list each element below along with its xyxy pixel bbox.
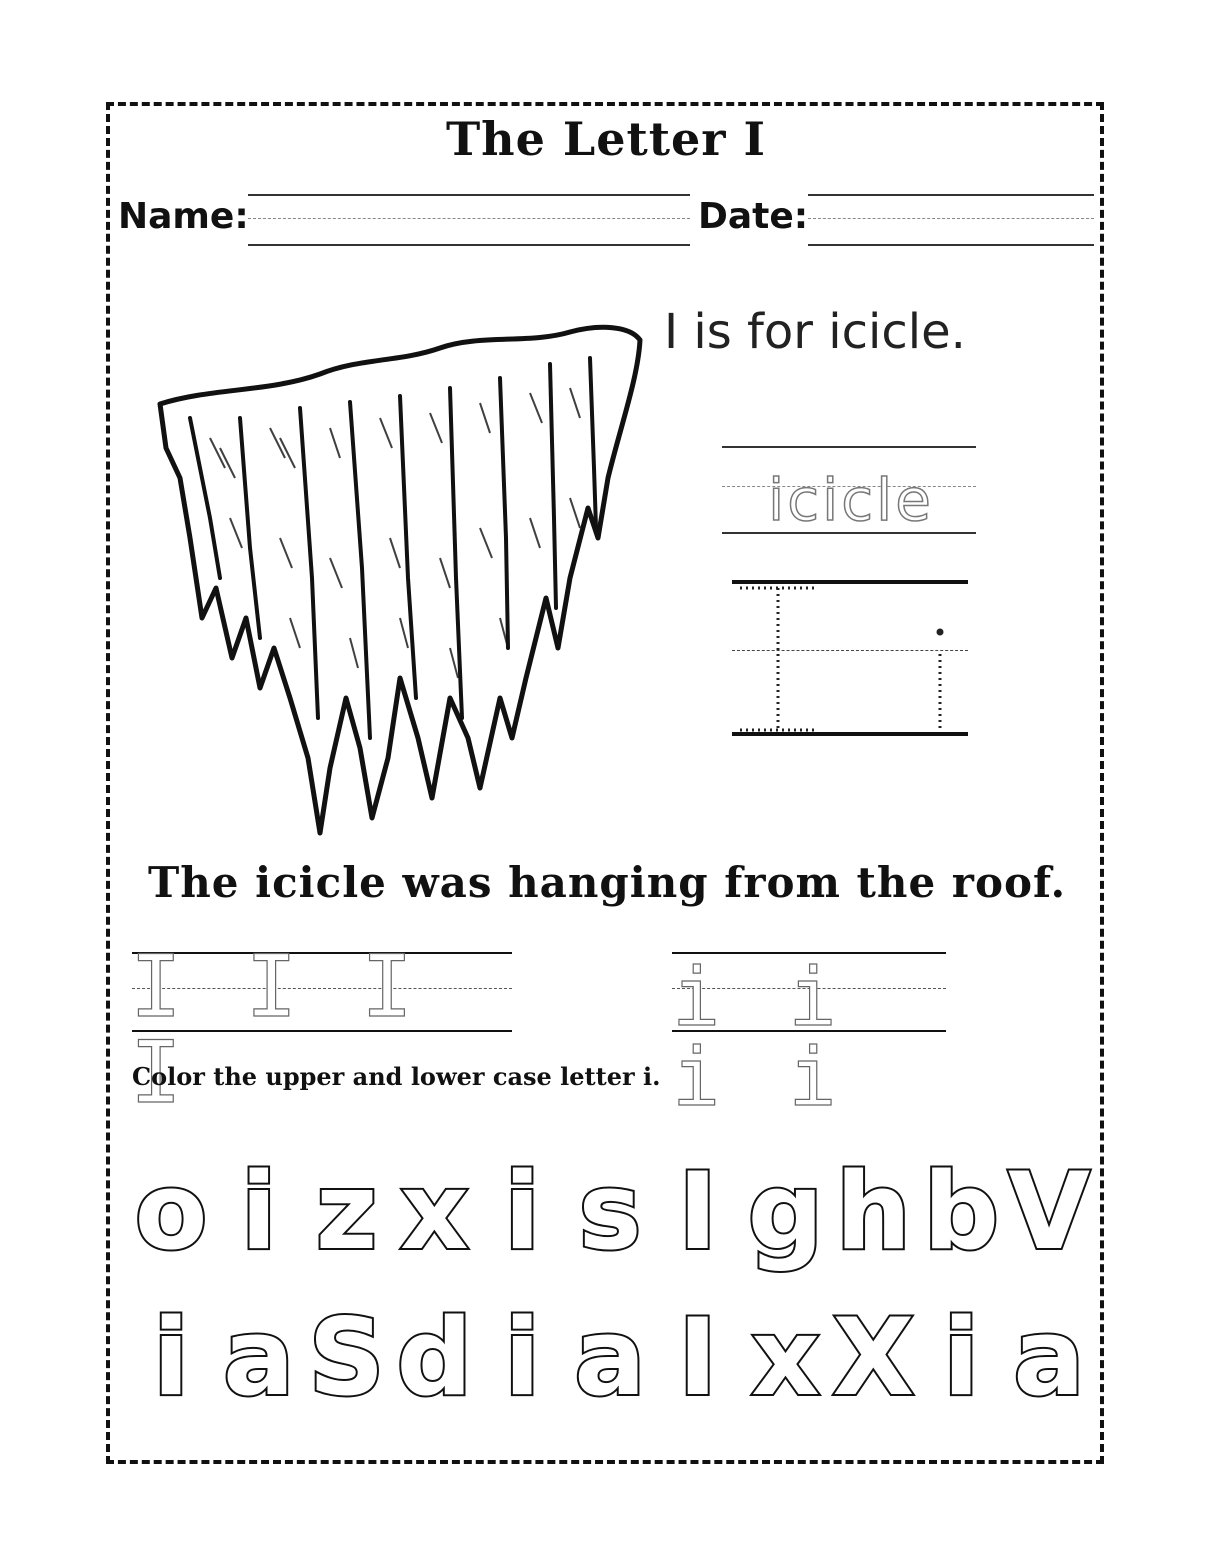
bubble-letter[interactable]: s (578, 1150, 642, 1273)
bubble-letter[interactable]: a (223, 1296, 295, 1419)
name-label: Name: (118, 196, 249, 237)
bubble-letter[interactable]: i (943, 1296, 980, 1419)
bubble-letter[interactable]: b (923, 1150, 1000, 1273)
trace-upper-text: I I I I (130, 937, 419, 1123)
date-field[interactable] (808, 194, 1094, 248)
bubble-letter[interactable]: x (751, 1296, 820, 1419)
phrase-text: I is for icicle. (664, 304, 966, 360)
bubble-letter[interactable]: V (1007, 1150, 1091, 1273)
trace-pair-letters (740, 584, 960, 736)
trace-lower-text: i i i i (672, 951, 847, 1124)
example-sentence: The icicle was hanging from the roof. (148, 858, 1067, 907)
letter-row-2 (130, 1288, 1090, 1428)
letter-row-1 (130, 1142, 1090, 1282)
bubble-letter[interactable]: a (1013, 1296, 1085, 1419)
bubble-letter[interactable]: i (152, 1296, 190, 1419)
bubble-letter[interactable]: g (747, 1150, 824, 1273)
bubble-letter[interactable]: d (396, 1296, 473, 1419)
icicle-illustration (150, 318, 645, 838)
bubble-letter[interactable]: i (240, 1150, 277, 1273)
bubble-letter[interactable]: S (308, 1296, 385, 1419)
page-title: The Letter I (445, 112, 767, 166)
bubble-letter[interactable]: h (835, 1150, 912, 1273)
trace-word: icicle (768, 466, 934, 534)
bubble-letter[interactable]: i (504, 1150, 541, 1273)
bubble-letter[interactable]: z (315, 1150, 378, 1273)
coloring-instruction: Color the upper and lower case letter i. (132, 1062, 661, 1091)
bubble-letter[interactable]: x (400, 1150, 469, 1273)
bubble-letter[interactable]: o (134, 1150, 208, 1273)
date-label: Date: (698, 196, 809, 237)
name-field[interactable] (248, 194, 690, 248)
bubble-letter[interactable]: X (832, 1296, 915, 1419)
bubble-letter[interactable]: I (678, 1296, 718, 1419)
bubble-letter[interactable]: i (504, 1296, 541, 1419)
trace-dot (937, 629, 944, 636)
bubble-letter[interactable]: I (678, 1150, 718, 1273)
bubble-letter[interactable]: a (574, 1296, 646, 1419)
